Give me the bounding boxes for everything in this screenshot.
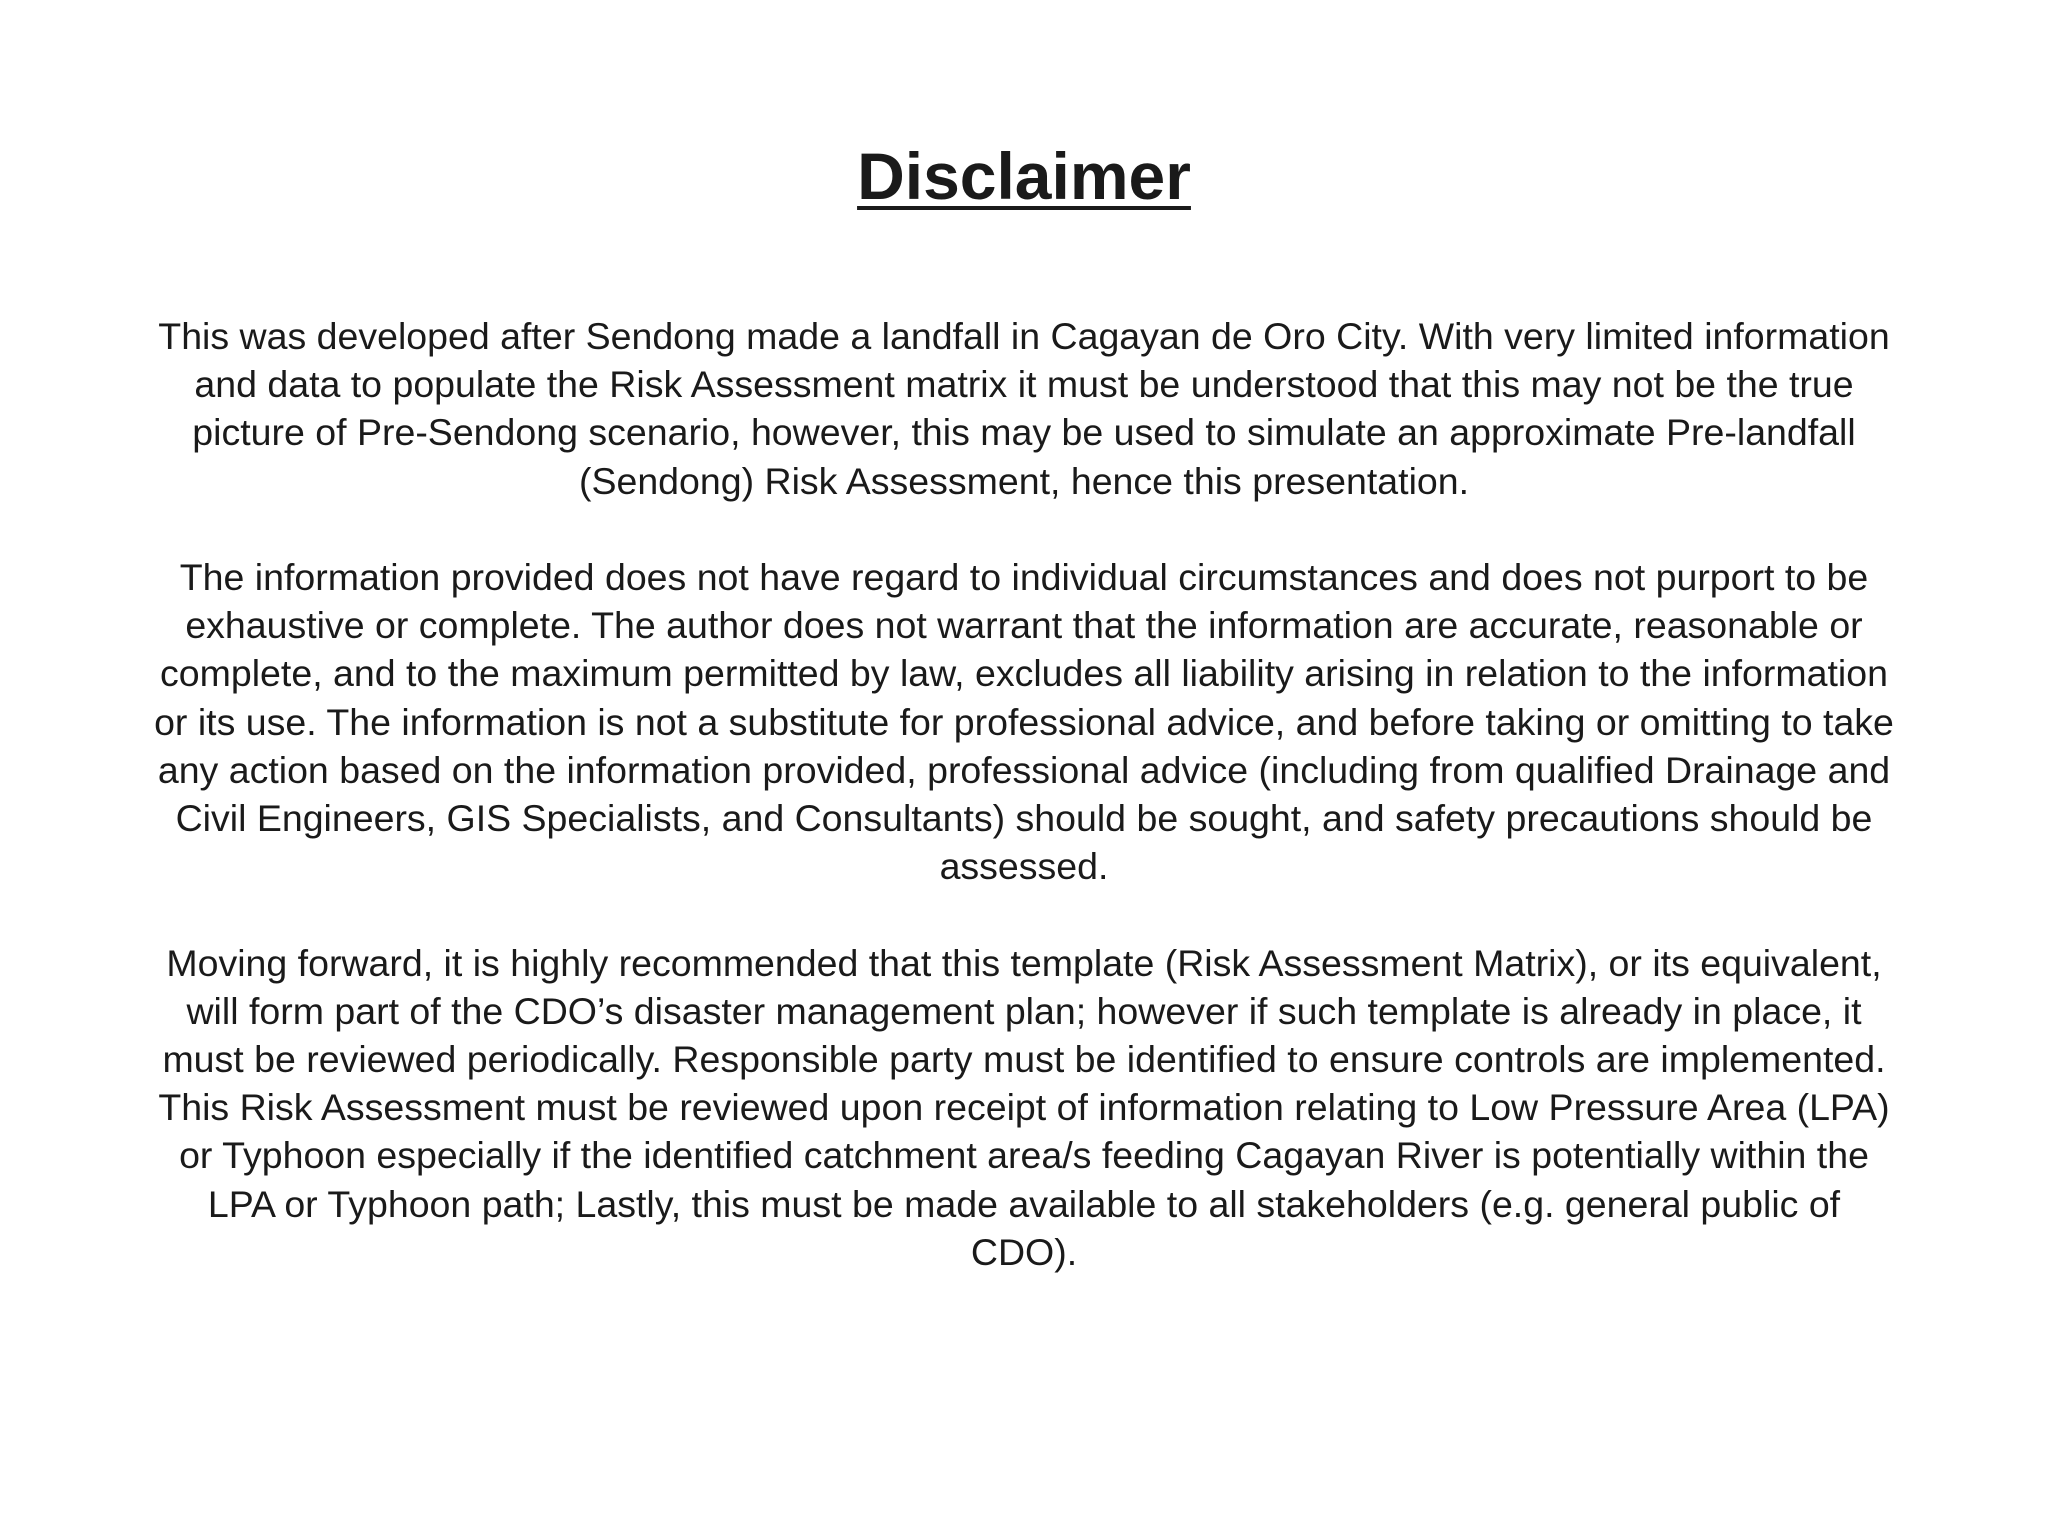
text-line: LPA or Typhoon path; Lastly, this must be made available to all stakeholders (e.g. general public of bbox=[207, 1182, 1841, 1225]
text-line: Moving forward, it is highly recommended that this template (Risk Assessment Matrix), or its equivalent, bbox=[166, 941, 1882, 984]
text-line: The information provided does not have regard to individual circumstances and does not purport to be bbox=[179, 556, 1869, 598]
text-line: complete, and to the maximum permitted by law, excludes all liability arising in relation to the information bbox=[160, 652, 1888, 695]
text-line: CDO). bbox=[970, 1230, 1078, 1273]
disclaimer-body bbox=[90, 312, 1958, 1324]
text-line: will form part of the CDO’s disaster management plan; however if such template is already in place, it bbox=[186, 989, 1862, 1032]
text-line: must be reviewed periodically. Responsible party must be identified to ensure controls are implemented. bbox=[162, 1038, 1886, 1081]
paragraph-landfall-context bbox=[90, 312, 1958, 505]
text-line: picture of Pre-Sendong scenario, however, this may be used to simulate an approximate Pre-landfall bbox=[192, 411, 1856, 454]
text-line: This Risk Assessment must be reviewed upon receipt of information relating to Low Pressure Area (LPA) bbox=[158, 1086, 1890, 1129]
text-line: or Typhoon especially if the identified catchment area/s feeding Cagayan River is potentially within the bbox=[179, 1134, 1869, 1177]
text-line: This was developed after Sendong made a landfall in Cagayan de Oro City. With very limited information bbox=[158, 315, 1890, 357]
page-title: Disclaimer bbox=[857, 139, 1191, 213]
text-line: exhaustive or complete. The author does not warrant that the information are accurate, reasonable or bbox=[185, 604, 1863, 647]
paragraph-recommendation bbox=[90, 939, 1958, 1276]
paragraph-liability bbox=[90, 553, 1958, 890]
text-line: assessed. bbox=[939, 845, 1109, 888]
text-line: Civil Engineers, GIS Specialists, and Consultants) should be sought, and safety precautions should be bbox=[175, 797, 1873, 840]
text-line: (Sendong) Risk Assessment, hence this presentation. bbox=[578, 459, 1470, 502]
text-line: any action based on the information provided, professional advice (including from qualified Drainage and bbox=[157, 748, 1891, 791]
text-line: or its use. The information is not a substitute for professional advice, and before taking or omitting to take bbox=[154, 700, 1894, 743]
text-line: and data to populate the Risk Assessment matrix it must be understood that this may not be the true bbox=[194, 363, 1854, 406]
